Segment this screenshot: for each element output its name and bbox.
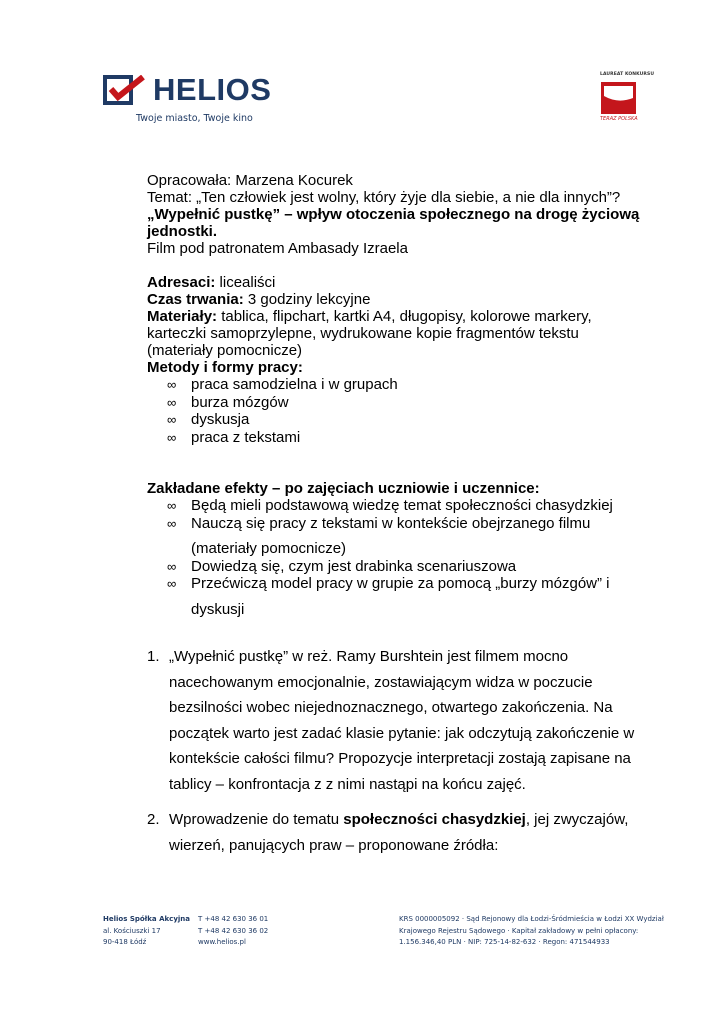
step-text: „Wypełnić pustkę” w reż. Ramy Burshtein jest filmem mocno nacechowanym emocjonalnie, zostawiającym widza w poczucie bezsilności wobec niejednoznacznego, otwartego zakończenia. Na początek warto jest zadać klasie pytanie: jak odczytują zakończenie w kontekście całości filmu? Propozycje interpretacji zostają zapisane na tablicy – konfrontacja z z nimi nastąpi na końcu zajęć. (169, 648, 635, 793)
step-number: 1. (147, 648, 160, 665)
footer-address (103, 914, 190, 949)
audience-line (147, 274, 647, 291)
document-body (147, 172, 647, 858)
duration-value: 3 godziny lekcyjne (243, 291, 371, 308)
award-bottom-label: TERAZ POLSKA (600, 116, 638, 122)
list-item: ∞ Przećwiczą model pracy w grupie za pomocą „burzy mózgów” i (167, 575, 610, 592)
list-item: ∞ dyskusja (167, 411, 250, 428)
list-item: ∞ praca z tekstami (167, 428, 301, 446)
lesson-subtitle: „Wypełnić pustkę” – wpływ otoczenia społecznego na drogę życiową jednostki. (147, 206, 640, 240)
footer-legal-2: Krajowego Rejestru Sądowego · Kapitał zakładowy w pełni opłacony: (399, 926, 639, 935)
footer-legal-1: KRS 0000005092 · Sąd Rejonowy dla Łodzi-Śródmieścia w Łodzi XX Wydział (399, 915, 664, 923)
list-item-continuation: dyskusji (191, 600, 245, 618)
footer-legal (399, 914, 664, 949)
author-line: Opracowała: Marzena Kocurek (147, 172, 353, 189)
effects-heading: Zakładane efekty – po zajęciach uczniowie i uczennice: (147, 480, 540, 497)
audience-value: licealiści (215, 274, 276, 291)
footer-street: al. Kościuszki 17 (103, 926, 161, 935)
list-item: ∞ burza mózgów (167, 393, 289, 411)
footer-city: 90-418 Łódź (103, 938, 147, 946)
step-number: 2. (147, 811, 160, 828)
award-top-label: LAUREAT KONKURSU (600, 72, 655, 77)
materials-label: Materiały: (147, 308, 218, 325)
methods-list (147, 376, 647, 446)
audience-label: Adresaci: (147, 274, 216, 291)
infinity-bullet-icon: ∞ (167, 394, 177, 410)
infinity-bullet-icon: ∞ (167, 429, 177, 445)
step-highlight: społeczności chasydzkiej (343, 811, 526, 828)
step-item: 2. Wprowadzenie do tematu społeczności chasydzkiej, jej zwyczajów, wierzeń, panujących praw – proponowane źródła: (147, 807, 647, 858)
footer-legal-3: 1.156.346,40 PLN · NIP: 725-14-82-632 · Regon: 471544933 (399, 938, 610, 946)
teraz-polska-badge (598, 72, 655, 126)
footer-website: www.helios.pl (198, 938, 246, 946)
infinity-bullet-icon: ∞ (167, 515, 177, 531)
helios-logo (103, 72, 303, 132)
duration-label: Czas trwania: (147, 291, 244, 308)
list-item: ∞ praca samodzielna i w grupach (167, 376, 398, 393)
list-item: ∞ Dowiedzą się, czym jest drabinka scenariuszowa (167, 557, 517, 575)
logo-tagline: Twoje miasto, Twoje kino (136, 113, 253, 124)
logo-wordmark: HELIOS (153, 72, 272, 107)
list-item: ∞ Nauczą się pracy z tekstami w kontekście obejrzanego filmu (167, 514, 591, 532)
methods-heading: Metody i formy pracy: (147, 359, 303, 376)
topic-line: Temat: „Ten człowiek jest wolny, który żyje dla siebie, a nie dla innych”? (147, 189, 621, 206)
list-item-continuation: (materiały pomocnicze) (191, 540, 347, 557)
steps-list (147, 644, 647, 858)
infinity-bullet-icon: ∞ (167, 576, 177, 591)
patronage-line: Film pod patronatem Ambasady Izraela (147, 240, 408, 257)
teraz-polska-emblem-icon (601, 82, 636, 114)
step-item (147, 644, 647, 797)
materials-line (147, 308, 647, 359)
helios-checkmark-icon (103, 75, 147, 105)
infinity-bullet-icon: ∞ (167, 498, 177, 513)
infinity-bullet-icon: ∞ (167, 558, 177, 574)
effects-list (147, 497, 647, 618)
list-item: ∞ Będą mieli podstawową wiedzę temat społeczności chasydzkiej (167, 497, 613, 514)
duration-line (147, 291, 647, 308)
footer-phone-2: T +48 42 630 36 02 (198, 926, 269, 935)
materials-value: tablica, flipchart, kartki A4, długopisy, kolorowe markery, karteczki samoprzylepne, wydrukowane kopie fragmentów tekstu (materiały pomocnicze) (147, 308, 592, 359)
infinity-bullet-icon: ∞ (167, 412, 177, 427)
footer-company: Helios Spółka Akcyjna (103, 915, 190, 923)
infinity-bullet-icon: ∞ (167, 377, 177, 392)
footer-contact (198, 914, 268, 949)
footer-phone-1: T +48 42 630 36 01 (198, 915, 269, 923)
